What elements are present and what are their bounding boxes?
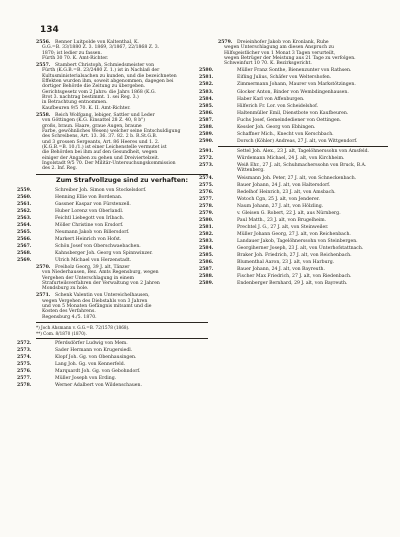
entry-line [36,56,208,61]
entry [199,96,388,102]
entry [199,110,388,116]
entry-text: Ulrich Michael von Herzenstadt. [55,257,132,263]
entry-text: Freiholz Georg, 39 J. alt, Tänzer [55,264,130,270]
entry-number: 2589. [199,131,214,137]
entry-text: Dorsch (Köhler) Andreas, 27 J. alt, von Wittgendorf. [237,138,358,144]
entry [17,369,208,375]
entry [17,229,208,235]
entry-number: 2578. [199,203,214,209]
entry [17,362,208,368]
footnote: *) Joch Ahsmann v. G.G.=B. 72/1578 (1868). [36,325,130,331]
entry-text: Marquardt Joh. Gg. von Gebohndorf. [55,369,141,375]
entry-text: Henning Ellie von Bordenan. [55,194,123,200]
entry-text: Schenk Valentin von Untereichelhausen, [55,293,150,299]
entry-text: Klopf Joh. Gg. von Obenhausingen. [55,355,137,361]
entry [199,82,388,88]
entry-number: 2587. [199,117,214,123]
entry-number: 2573. [17,348,32,354]
entry-text: Lang Joh. Gg. von Kennerfeld. [55,362,126,368]
entry-number: 2588. [199,124,214,130]
entry-text: Glocker Anton, Binder von Wembdingenhausen. [237,89,349,95]
divider [36,338,208,339]
entry-text: Kahnsberger Joh. Georg von Spinnwinzer. [55,250,153,256]
entry [17,222,208,228]
entry-text: dortiger Behörde die Zeitung zu übergeben. [42,84,146,90]
entry-text: die Behörden bei ihm auf den Gesundheit, wegen [42,150,158,156]
entry-text: Neumann Jakob von Billersdorf. [55,229,130,235]
entry-number: 2580. [199,217,214,223]
entry-text: Kultusministerialsachen zu kunden, und die bezeichneten [42,73,177,79]
entry [218,40,388,67]
entry-number: 2582. [199,231,214,237]
entry-text: Werner Adalbert von Wildenschauen. [55,383,142,389]
entry-text: wegen Unterschlagung am diesen Anspruch zu [224,45,334,51]
entry [199,75,388,81]
entry-number: 2582. [199,82,214,88]
entry-number: 2565. [17,229,32,235]
entry-text: in Betrachtung entnommen. [42,100,108,106]
entry [17,236,208,242]
entry [199,245,388,251]
entry-text: Kosten des Verfahrens. [42,309,96,315]
entry-number: 2573. [199,163,214,169]
entry [17,257,208,263]
entry-number: 2567. [17,243,32,249]
entry-text: Müller Johann Georg, 27 J. alt, von Reichenbach. [237,231,351,237]
entry-line [36,286,208,291]
entry [199,273,388,279]
entry-line [36,315,208,320]
entry [199,131,388,137]
entry [17,187,208,193]
entry-text: von Niederhausen, Bez. Amts Regensburg, wegen [42,270,159,276]
entry-text: und 3 grossen Sergeants, Art. 86 Heeres und 1. 2. [42,139,160,145]
entry-text: Farbe, gewöhnliches Wesen) welcher seine Entschuldigung [42,128,181,134]
entry-text: großs, braun. Haare, graue Augen, braune [42,123,142,129]
right-column [199,40,388,288]
entry [199,138,388,144]
entry [199,68,388,74]
entry [17,208,208,214]
entry [36,265,208,292]
entry-text: Settel Joh. Alex., 23 J. alt, Tagelöhnerssohn von Amsfeld. [237,149,369,155]
entry-number: 2566. [17,236,32,242]
page-number: 134 [40,25,59,35]
entry [199,280,388,286]
entry [36,40,208,61]
entry-number: 2584. [199,245,214,251]
entry [199,117,388,123]
entry-number: 2581. [199,75,214,81]
entry [199,103,388,109]
entry-number: 2586. [199,110,214,116]
entry-text: Fürth (K.G.B.=B. 23/2480 Z. 1.) ist in Nachlaß der [42,68,160,74]
entry-number: 2572. [17,341,32,347]
divider [36,174,208,175]
entry-text: Zimmermann Johann, Maurer von Markstötzingen. [237,82,356,88]
entry-number: 2559. [17,187,32,193]
entry-number: 2590. [199,138,214,144]
entry-number: 2581. [199,224,214,230]
entry-number: 2557. [36,63,51,69]
entry-number: 2584. [199,96,214,102]
entry-text: wegen Betrüger der Meistung aus 21 Tage zu verfolgen. [224,56,356,62]
entry-text: Endenberger Bernhard, 29 J. alt, von Bayreuth. [237,280,348,286]
entry-text: Hilfsgeistlicher von 1 Monat 3 Tagen verurteilt, [224,50,336,56]
entry-text: G.G.=B. 33/1880 Z. 3. 1869, 3/1867, 22/1868 Z. 3. [42,45,160,51]
entry-text: Fischer Max Friedrich, 27 J. alt, von Riedenbach. [237,273,352,279]
entry [199,259,388,265]
entry-text: Kessler Joh. Georg von Ebhingen. [237,124,316,130]
entry-number: 2572. [199,156,214,162]
entry [199,196,388,202]
left-column [17,40,208,390]
divider [218,146,388,147]
entry [199,203,388,209]
entry-text: Strafurteilsverfahren der Verwaltung von 2 Jahren [42,281,160,286]
entry [17,250,208,256]
entry-text: Brot 3. nachtrag bestimmt. 1. sei Reg. 3.) [42,95,139,101]
divider [36,322,208,323]
entry-text: Eifling Julius, Schäfer von Weltershofen. [237,75,332,81]
entry [199,163,388,174]
entry-text: Müller Franz Sonthe, Bienenzunter von Rathsen. [237,68,352,74]
entry-number: 2587. [199,266,214,272]
entry-text: Schweinfurt 10 70. K. Bezirksgericht. [224,61,312,67]
entry-text: Paul Matth., 23 J. alt, von Brugelheim. [237,217,327,223]
entry-text: Kaufbeuren 9/5 70. K. II. Amt-Richter. [42,105,131,111]
entry-number: 2583. [199,238,214,244]
entry-text: Georgiherner Joseph, 23 J. alt, von Unterhofstattnach. [237,245,364,251]
entry-text: Bauer Johann, 24 J. alt, von Haltersdorf. [237,182,331,188]
entry-text: Regensburg 4./5. 1870. [42,314,97,320]
entry [199,231,388,237]
entry-text: von Göttingen (K.G. Einsattel 28 Z. 40, 8 b") [42,118,146,124]
entry-number: 2585. [199,252,214,258]
entry [199,89,388,95]
entry [17,243,208,249]
entry-number: 2569. [17,257,32,263]
entry-text: (K.G.B.=B. 10./1.) ist einer Leichenstelle vermutet ist [42,144,167,150]
footnote: **) Com. 8/1870 (1870). [36,331,87,337]
entry-number: 2589. [199,280,214,286]
entry [17,215,208,221]
entry-number: 2556. [36,40,51,45]
entry-text: Prechtel J. G., 27 J. alt, von Steinweiler. [237,224,329,230]
entry-text: Stambert Christoph, Schmiedsmeister von [55,63,155,69]
entry [199,238,388,244]
entry-number: 2583. [199,89,214,95]
entry-text: Hilferich Fr. Lor. von Scheidelshof. [237,103,319,109]
entry [36,293,208,320]
entry-text: des 2. Inf. Reg. [42,166,78,172]
entry-number: 2591. [199,149,214,155]
entry [199,156,388,162]
entry [17,376,208,382]
entry-text: Ingolstadt 9/5 70. Der Militär-Untersuchungskommission [42,160,176,166]
entry-text: des Schreibens, Art. 13. 36. 37. 82. 2 b. R.St.G.B. [42,134,158,140]
entry-number: 2564. [17,222,32,228]
entry-number: 2562. [17,208,32,214]
entry-number: 2574. [199,175,214,181]
entry-number: 2575. [17,362,32,368]
entry-text: Wotoch Cgn, 25 J. alt, von Jenderer. [237,196,320,202]
entry-number: 2579. [199,210,214,216]
entry [17,194,208,200]
entry-number: 2586. [199,259,214,265]
entry-text: einiger der Angaben zu gehen und Dreiviertelzeit. [42,155,160,161]
entry-number: 2588. [199,273,214,279]
entry-text: Haber Karl von Affenburgen. [237,96,305,102]
entry-text: Effekten wurden ihm, soweit abgenommen, dagegen bei [42,79,174,85]
entry-text: Braker Joh. Friedrich, 27 J. alt, von Reichenbach. [237,252,352,258]
entry [199,124,388,130]
entry-text: Fürth 30 70. K. Amt-Richter. [42,56,109,62]
entry-text: Gerichtsgesetz vom 2 Jahrs: die Jahrs 1868 (K.G. [42,89,156,95]
entry-text: Reich Wolfgang, lebiger, Sattler und Leder [55,112,155,118]
entry-number: 2576. [17,369,32,375]
entry [199,149,388,155]
entry-text: Markert Heinrich von Hofst. [55,236,122,242]
entry-number: 2580. [199,68,214,74]
entry-line [218,61,388,66]
entry-text: Landauer Jakob, Tagelöhnerssohn von Steinbergen. [237,238,358,244]
entry-number: 2574. [17,355,32,361]
entry-number: 2561. [17,201,32,207]
entry-line [36,166,208,171]
entry-text: Würdemann Michael, 24 J. alt, von Kirchheim. [237,156,345,162]
entry [17,341,208,347]
entry [199,175,388,181]
entry-number: 2576. [199,189,214,195]
entry-text: 1870; ist ledier zu fassen. [42,50,102,56]
entry-text: Weiß Ehr., 27 J. alt, Schuhmacherssohn von Bruck, B.A. Wittenberg. [237,163,367,174]
entry-text: Haltenmüller Emil, Dienstbote von Kaufbeuren. [237,110,349,116]
section-heading: Zum Strafvollzuge sind zu verhaften: [56,176,188,184]
entry-text: Fuchs Josef, Gemeindediener von Oettingen. [237,117,342,123]
entry-text: Huber Lorenz von Oberlandl. [55,208,124,214]
entry-number: 2563. [17,215,32,221]
entry-number: 2558. [36,112,51,118]
entry-text: Vergehen der Unterschlagung in einem [42,275,134,281]
entry-text: Blumenthal Aaron, 23 J. alt, von Harburg. [237,259,335,265]
entry-text: Renner Luitpolde von Kaltenthal, K. [55,40,139,45]
entry-text: v. Gleisen G. Robert, 22 J. alt, aus Nürnberg. [237,210,341,216]
entry-text: Schaffner Mich., Knecht von Kerschbach. [237,131,334,137]
entry [17,355,208,361]
entry [199,189,388,195]
entry [199,182,388,188]
entry-number: 2578. [17,383,32,389]
entry-text: Pferdsdörfer Ludwig von Mem. [55,341,128,347]
entry [36,63,208,111]
entry-text: Naum Johann, 27 J. alt, von Hölzling. [237,203,324,209]
entry-number: 2577. [17,376,32,382]
entry [199,217,388,223]
entry [199,210,388,216]
entry-text: und von 5 Monaten Gefängnis mitsamt und die [42,304,152,310]
entry [17,201,208,207]
entry-text: Redelhof Heinrich, 23 J. alt, von Amsbach. [237,189,336,195]
entry-number: 2577. [199,196,214,202]
entry-text: Mondsburg zu hole. [42,286,89,292]
entry-text: Gassner Kaspar von Fürstenzell. [55,201,131,207]
entry-number: 2568. [17,250,32,256]
entry-text: wegen Vergehen des Diebstahls von 3 Jahren [42,298,148,304]
entry-number: 2571. [36,293,51,299]
entry-text: Sader Hermann von Krugersiedl. [55,348,133,354]
entry-number: 2560. [17,194,32,200]
entry-line [36,106,208,111]
entry-text: Feichtl Liebegott von Irlbach. [55,215,125,221]
entry-number: 2585. [199,103,214,109]
entry [199,224,388,230]
entry [199,252,388,258]
entry-text: Dreieinhofer Jakob von Kronlank, Ruhe [237,40,329,45]
entry-text: Schreiber Joh. Simon von Stockelsdorf. [55,187,147,193]
entry-number: 2570. [36,264,51,270]
entry-number: 2579. [218,40,233,45]
entry-text: Schön Josef von Oberschwaebachen. [55,243,141,249]
entry [17,348,208,354]
entry-text: Müller Joseph von Erding. [55,376,117,382]
entry [17,383,208,389]
entry [199,266,388,272]
entry [36,113,208,172]
entry-number: 2575. [199,182,214,188]
entry-text: Weismann Joh. Peter, 27 J. alt, von Schneckenbach. [237,175,357,181]
entry-text: Bauer Johann, 24 J. alt, von Bayreuth. [237,266,325,272]
entry-text: Möller Christine von Ersdorf. [55,222,124,228]
